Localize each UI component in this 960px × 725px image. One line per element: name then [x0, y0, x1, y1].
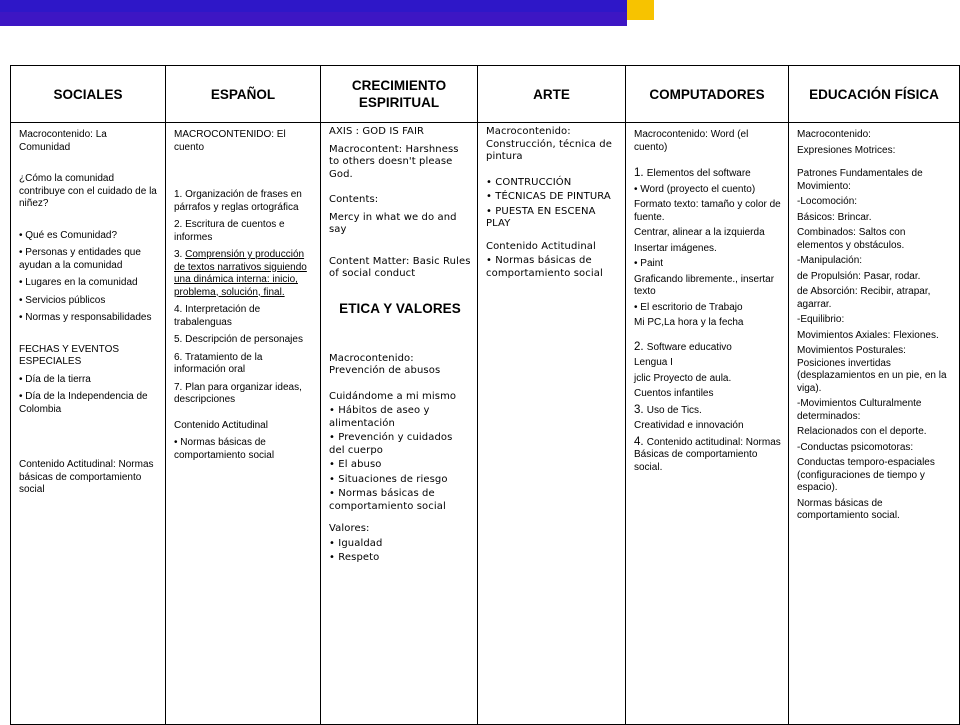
- spacer: [486, 169, 619, 177]
- crecimiento-contents-label: Contents:: [329, 194, 379, 205]
- curriculum-table: [10, 65, 960, 725]
- espanol-item: • Normas básicas de comportamiento social: [174, 437, 275, 461]
- espanol-actitudinal: Contenido Actitudinal: [174, 419, 268, 431]
- crecimiento-macrocontent: Macrocontent: Harshness to others doesn't please God.: [329, 143, 459, 180]
- etica-item: • Hábitos de aseo y alimentación: [329, 405, 430, 429]
- sociales-item: • Personas y entidades que ayudan a la comunidad: [19, 247, 141, 271]
- computadores-item: Formato texto: tamaño y color de fuente.: [634, 199, 781, 223]
- educacion-line: Normas básicas de comportamiento social.: [797, 497, 900, 521]
- computadores-number: 3.: [634, 403, 647, 416]
- sociales-item: • Lugares en la comunidad: [19, 277, 138, 288]
- educacion-line: Expresiones Motrices:: [797, 144, 896, 156]
- arte-macro: Macrocontenido: Construcción, técnica de pintura: [486, 126, 612, 162]
- espanol-item-number: 3.: [174, 249, 186, 260]
- etica-valores-heading: ETICA Y VALORES: [339, 300, 461, 316]
- crecimiento-axis: AXIS : GOD IS FAIR: [329, 126, 425, 137]
- computadores-item-label: Software educativo: [646, 341, 732, 353]
- computadores-item: [634, 167, 782, 181]
- spacer: [174, 412, 314, 420]
- spacer: [634, 159, 782, 167]
- cell-crecimiento-espiritual: [321, 123, 478, 725]
- espanol-item: [174, 249, 314, 299]
- arte-item: • TÉCNICAS DE PINTURA: [486, 191, 611, 202]
- computadores-number: 1.: [634, 167, 647, 179]
- arte-item: • PUESTA EN ESCENA PLAY: [486, 205, 596, 229]
- etica-subheading: Cuidándome a mi mismo: [329, 390, 457, 402]
- sociales-item: • Normas y responsabilidades: [19, 312, 152, 323]
- educacion-line: de Absorción: Recibir, atrapar, agarrar.: [797, 286, 931, 310]
- computadores-number: 2.: [634, 340, 647, 353]
- computadores-macro: Macrocontenido: Word (el cuento): [634, 129, 749, 153]
- arte-actitudinal: Contenido Actitudinal: [486, 240, 596, 252]
- cell-sociales: [11, 123, 166, 725]
- arte-item: • CONTRUCCIÓN: [486, 176, 572, 188]
- computadores-number: 4.: [634, 435, 647, 448]
- computadores-item: [634, 341, 782, 355]
- computadores-item: Centrar, alinear a la izquierda: [634, 227, 765, 238]
- spacer: [797, 160, 953, 168]
- espanol-item: 5. Descripción de personajes: [174, 334, 303, 345]
- educacion-line: Macrocontenido:: [797, 129, 871, 140]
- blue-header-bar: [0, 0, 627, 12]
- computadores-item: • Word (proyecto el cuento): [634, 183, 756, 195]
- computadores-item: Creatividad e innovación: [634, 420, 744, 431]
- educacion-line: Básicos: Brincar.: [797, 211, 872, 223]
- sociales-item: • Qué es Comunidad?: [19, 229, 118, 241]
- blue-header-bar-lower: [0, 12, 627, 26]
- crecimiento-contents: Mercy in what we do and say: [329, 211, 457, 235]
- spacer: [19, 421, 159, 459]
- educacion-line: Patrones Fundamentales de Movimiento:: [797, 168, 923, 192]
- spacer: [486, 233, 619, 241]
- sociales-question: ¿Cómo la comunidad contribuye con el cuidado de la niñez?: [19, 173, 157, 209]
- cell-educacion-fisica: [789, 123, 960, 725]
- arte-item: • Normas básicas de comportamiento social: [486, 255, 603, 279]
- sociales-events-heading: FECHAS Y EVENTOS ESPECIALES: [19, 343, 120, 367]
- computadores-item: • El escritorio de Trabajo: [634, 301, 743, 313]
- espanol-item: 4. Interpretación de trabalenguas: [174, 304, 261, 328]
- header-espanol: ESPAÑOL: [166, 66, 321, 123]
- etica-item: • Normas básicas de comportamiento social: [329, 488, 446, 512]
- computadores-item-label: Uso de Tics.: [646, 404, 702, 416]
- sociales-macro: Macrocontenido: La Comunidad: [19, 129, 107, 153]
- cell-computadores: [626, 123, 789, 725]
- educacion-line: Relacionados con el deporte.: [797, 426, 927, 437]
- educacion-line: -Movimientos Culturalmente determinados:: [797, 398, 922, 422]
- espanol-item: 1. Organización de frases en párrafos y reglas ortográfica: [174, 189, 302, 213]
- educacion-line: Movimientos Axiales: Flexiones.: [797, 329, 939, 341]
- computadores-item: Mi PC,La hora y la fecha: [634, 317, 744, 328]
- computadores-item: [634, 404, 782, 418]
- valores-item: • Igualdad: [329, 537, 383, 549]
- crecimiento-content-matter: Content Matter: Basic Rules of social conduct: [329, 255, 471, 279]
- computadores-item-label: Elementos del software: [646, 168, 751, 179]
- espanol-item: 7. Plan para organizar ideas, descripciones: [174, 381, 302, 405]
- educacion-line: -Manipulación:: [797, 255, 863, 266]
- header-row: [11, 66, 960, 123]
- sociales-item: • Día de la tierra: [19, 373, 91, 385]
- header-sociales: SOCIALES: [11, 66, 166, 123]
- header-computadores: COMPUTADORES: [626, 66, 789, 123]
- etica-item: • El abuso: [329, 459, 382, 470]
- educacion-line: -Conductas psicomotoras:: [797, 441, 914, 453]
- cell-arte: [478, 123, 626, 725]
- header-crecimiento-espiritual: CRECIMIENTO ESPIRITUAL: [321, 66, 478, 123]
- spacer: [19, 330, 159, 344]
- educacion-line: Conductas temporo-espaciales (configuraciones de tiempo y espacio).: [797, 457, 935, 493]
- spacer: [329, 186, 471, 194]
- sociales-item: • Día de la Independencia de Colombia: [19, 391, 148, 415]
- cell-espanol: [166, 123, 321, 725]
- educacion-line: -Equilibrio:: [797, 314, 845, 325]
- computadores-item-label: Contenido actitudinal: Normas Básicas de comportamiento social.: [634, 436, 781, 473]
- computadores-item: Insertar imágenes.: [634, 242, 717, 254]
- computadores-item: Lengua I: [634, 357, 673, 368]
- spacer: [634, 333, 782, 341]
- computadores-item: jclic Proyecto de aula.: [634, 372, 732, 384]
- educacion-line: -Locomoción:: [797, 196, 858, 207]
- computadores-item: [634, 436, 782, 475]
- header-arte: ARTE: [478, 66, 626, 123]
- espanol-macro: MACROCONTENIDO: El cuento: [174, 129, 286, 153]
- content-row: [11, 123, 960, 725]
- computadores-item: • Paint: [634, 258, 664, 269]
- computadores-item: Graficando libremente., insertar texto: [634, 273, 775, 297]
- spacer: [19, 159, 159, 173]
- spacer: [329, 242, 471, 256]
- educacion-line: Combinados: Saltos con elementos y obstáculos.: [797, 227, 906, 251]
- educacion-line: de Propulsión: Pasar, rodar.: [797, 270, 921, 282]
- sociales-actitudinal: Contenido Actitudinal: Normas básicas de comportamiento social: [19, 459, 154, 495]
- valores-item: • Respeto: [329, 552, 380, 563]
- valores-label: Valores:: [329, 523, 370, 534]
- computadores-item: Cuentos infantiles: [634, 388, 714, 399]
- espanol-item: 2. Escritura de cuentos e informes: [174, 219, 285, 243]
- etica-item: • Situaciones de riesgo: [329, 473, 448, 485]
- spacer: [329, 515, 471, 523]
- header-educacion-fisica: EDUCACIÓN FÍSICA: [789, 66, 960, 123]
- etica-macro: Macrocontenido: Prevención de abusos: [329, 352, 441, 376]
- spacer: [19, 216, 159, 230]
- educacion-line: Movimientos Posturales: Posiciones invertidas (desplazamientos en un pie, en la viga).: [797, 345, 947, 394]
- sociales-item: • Servicios públicos: [19, 294, 106, 306]
- etica-item: • Prevención y cuidados del cuerpo: [329, 432, 453, 456]
- spacer: [174, 159, 314, 189]
- espanol-item: 6. Tratamiento de la información oral: [174, 351, 263, 375]
- espanol-item-underlined: Comprensión y producción de textos narrativos siguiendo una dinámica interna: inicio, problema, solución, final.: [174, 249, 307, 298]
- spacer: [329, 383, 471, 391]
